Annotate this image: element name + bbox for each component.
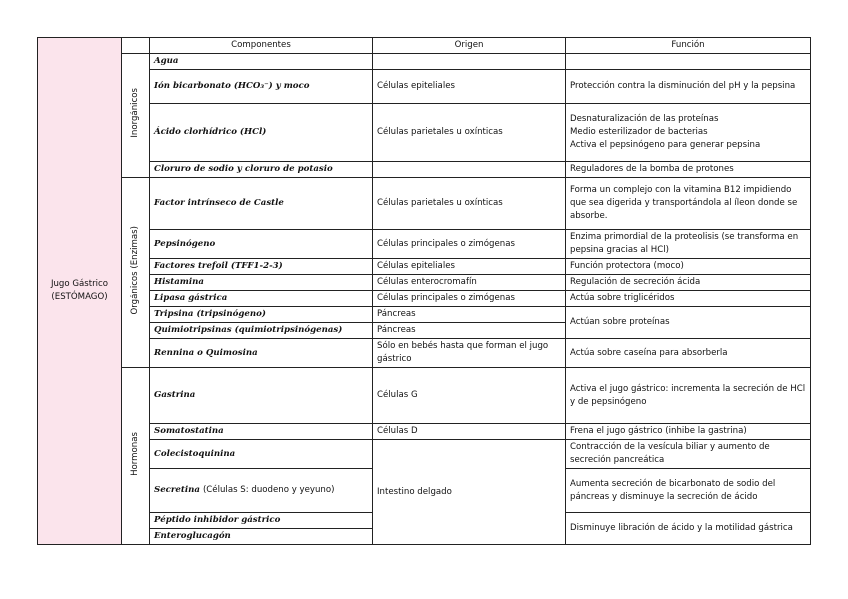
header-componentes: Componentes [150,38,373,54]
main-label-title: Jugo Gástrico [50,279,109,289]
function-line: Medio esterilizador de bacterias [570,127,708,137]
function-cell: Actúa sobre triglicéridos [566,291,811,307]
origin-cell: Células principales o zimógenas [373,291,566,307]
origin-cell: Páncreas [373,307,566,323]
function-cell: Disminuye libración de ácido y la motilidad gástrica [566,513,811,545]
component-cell: Tripsina (tripsinógeno) [150,307,373,323]
header-origen: Origen [373,38,566,54]
header-blank-cell [122,38,150,54]
table-row [38,70,811,104]
category-organicos: Orgánicos (Enzimas) [122,178,150,368]
origin-cell: Células epiteliales [373,70,566,104]
component-note: (Células S: duodeno y yeyuno) [202,485,335,495]
component-cell: Péptido inhibidor gástrico [150,513,373,529]
table-row [38,259,811,275]
component-cell: Ión bicarbonato (HCO₃⁻) y moco [150,70,373,104]
table-row [38,339,811,368]
origin-cell: Células epiteliales [373,259,566,275]
table-row [38,368,811,424]
origin-cell: Células parietales u oxínticas [373,178,566,230]
origin-cell: Células principales o zimógenas [373,230,566,259]
function-cell: Reguladores de la bomba de protones [566,162,811,178]
table-row [38,424,811,440]
function-cell: Enzima primordial de la proteolisis (se transforma en pepsina gracias al HCl) [566,230,811,259]
origin-cell: Células G [373,368,566,424]
component-cell: Somatostatina [150,424,373,440]
function-cell: Frena el jugo gástrico (inhibe la gastrina) [566,424,811,440]
origin-cell: Sólo en bebés hasta que forman el jugo gástrico [373,339,566,368]
origin-cell: Células enterocromafín [373,275,566,291]
component-cell: Ácido clorhídrico (HCl) [150,104,373,162]
category-hormonas: Hormonas [122,368,150,545]
component-cell: Factores trefoil (TFF1-2-3) [150,259,373,275]
table-row [38,230,811,259]
component-cell: Rennina o Quimosina [150,339,373,368]
function-line: Activa el pepsinógeno para generar pepsina [570,140,761,150]
table-row [38,291,811,307]
main-label-cell [38,38,122,545]
function-cell [566,104,811,162]
component-cell: Histamina [150,275,373,291]
component-cell: Factor intrínseco de Castle [150,178,373,230]
origin-cell: Células parietales u oxínticas [373,104,566,162]
component-cell: Colecistoquinina [150,440,373,469]
table-row [38,275,811,291]
function-cell: Aumenta secreción de bicarbonato de sodio del páncreas y disminuye la secreción de ácido [566,469,811,513]
function-cell [566,54,811,70]
table-row [38,104,811,162]
header-row [38,38,811,54]
component-cell: Cloruro de sodio y cloruro de potasio [150,162,373,178]
origin-cell: Células D [373,424,566,440]
function-line: Desnaturalización de las proteínas [570,114,719,124]
table-row [38,178,811,230]
component-cell: Gastrina [150,368,373,424]
table-row [38,54,811,70]
gastric-juice-table [37,37,811,545]
origin-cell: Páncreas [373,323,566,339]
component-cell: Agua [150,54,373,70]
component-cell: Quimiotripsinas (quimiotripsinógenas) [150,323,373,339]
table-row [38,440,811,469]
component-name: Secretina [154,485,200,495]
table-row [38,307,811,323]
component-cell [150,469,373,513]
header-funcion: Función [566,38,811,54]
function-cell: Actúa sobre caseína para absorberla [566,339,811,368]
function-cell: Protección contra la disminución del pH y la pepsina [566,70,811,104]
origin-cell [373,162,566,178]
function-cell: Activa el jugo gástrico: incrementa la secreción de HCl y de pepsinógeno [566,368,811,424]
component-cell: Lipasa gástrica [150,291,373,307]
component-cell: Pepsinógeno [150,230,373,259]
category-inorganicos: Inorgánicos [122,54,150,178]
function-cell: Función protectora (moco) [566,259,811,275]
origin-cell: Intestino delgado [373,440,566,545]
main-label-subtitle: (ESTÓMAGO) [51,292,108,302]
function-cell: Actúan sobre proteínas [566,307,811,339]
function-cell: Regulación de secreción ácida [566,275,811,291]
function-cell: Forma un complejo con la vitamina B12 impidiendo que sea digerida y transportándola al íleon donde se absorbe. [566,178,811,230]
component-cell: Enteroglucagón [150,529,373,545]
function-cell: Contracción de la vesícula biliar y aumento de secreción pancreática [566,440,811,469]
table-row [38,162,811,178]
origin-cell [373,54,566,70]
